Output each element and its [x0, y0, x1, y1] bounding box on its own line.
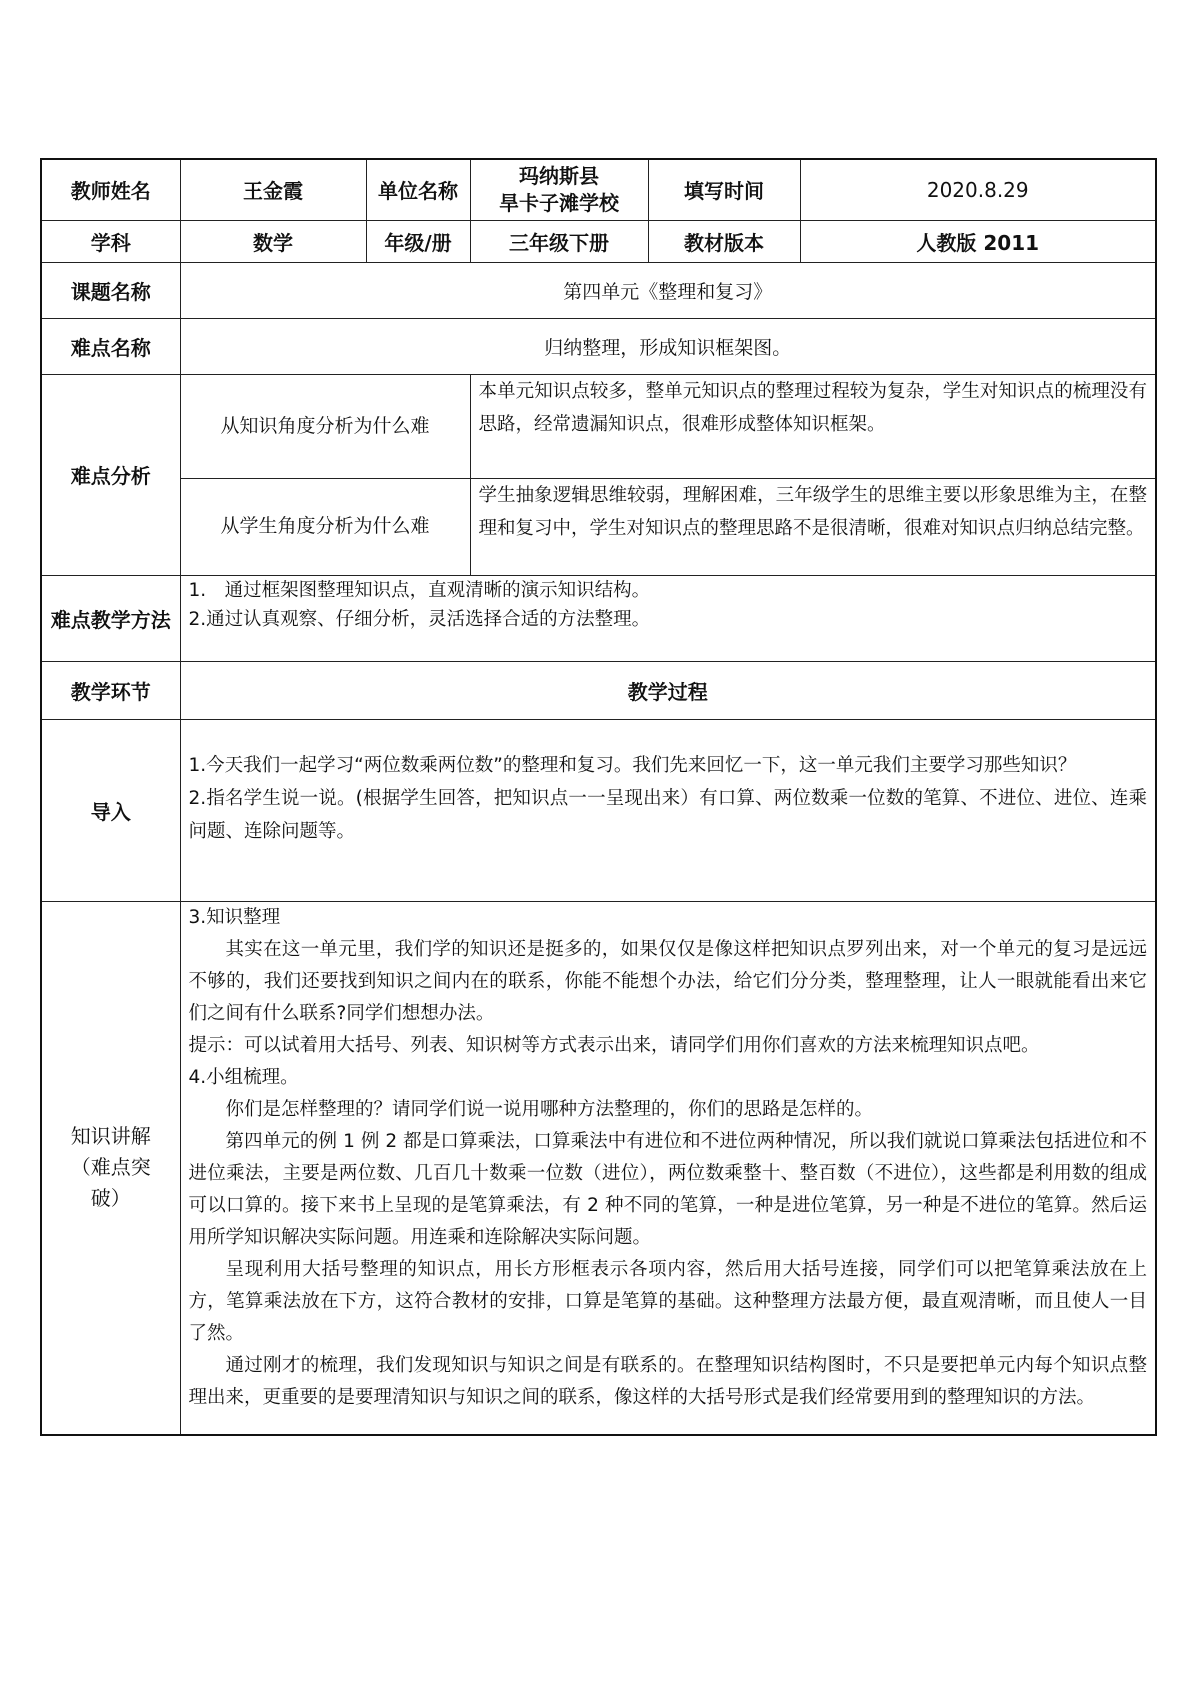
edition-value: 人教版 2011: [800, 220, 1156, 262]
method-row: [41, 575, 1156, 661]
edition-label: 教材版本: [648, 220, 800, 262]
difficulty-row: [41, 318, 1156, 374]
teacher-label: 教师姓名: [41, 159, 180, 220]
knowledge-paragraph-2: 其实在这一单元里，我们学的知识还是挺多的，如果仅仅是像这样把知识点罗列出来，对一个单元的复习是远远不够的，我们还要找到知识之间内在的联系，你能不能想个办法，给它们分分类，整理整理，让人一眼就能看出来它们之间有什么联系?同学们想想办法。: [188, 938, 1147, 1024]
unit-value-line2: 旱卡子滩学校: [499, 190, 619, 215]
grade-value: 三年级下册: [470, 220, 648, 262]
knowledge-label-line2: （难点突: [70, 1155, 151, 1180]
knowledge-text: [180, 901, 1156, 1435]
teacher-value: 王金霞: [180, 159, 366, 220]
analysis-row-knowledge: [41, 374, 1156, 478]
intro-paragraph-1: 1.今天我们一起学习“两位数乘两位数”的整理和复习。我们先来回忆一下，这一单元我们主要学习那些知识？: [188, 754, 1077, 776]
knowledge-paragraph-1: 3.知识整理: [188, 906, 281, 928]
difficulty-value: 归纳整理，形成知识框架图。: [180, 318, 1156, 374]
analysis-label: 难点分析: [41, 374, 180, 575]
method-label: 难点教学方法: [41, 575, 180, 661]
subject-value: 数学: [180, 220, 366, 262]
knowledge-paragraph-8: 通过刚才的梳理，我们发现知识与知识之间是有联系的。在整理知识结构图时，不只是要把单元内每个知识点整理出来，更重要的是要理清知识与知识之间的联系，像这样的大括号形式是我们经常要用到的整理知识的方法。: [188, 1354, 1147, 1408]
intro-row: [41, 719, 1156, 901]
knowledge-paragraph-5: 你们是怎样整理的？请同学们说一说用哪种方法整理的，你们的思路是怎样的。: [225, 1098, 874, 1120]
method-line-1: 1. 通过框架图整理知识点，直观清晰的演示知识结构。: [188, 579, 651, 601]
subject-label: 学科: [41, 220, 180, 262]
unit-label: 单位名称: [366, 159, 470, 220]
date-label: 填写时间: [648, 159, 800, 220]
knowledge-row: [41, 901, 1156, 1435]
unit-value: [470, 159, 648, 220]
topic-row: [41, 262, 1156, 318]
grade-label: 年级/册: [366, 220, 470, 262]
knowledge-paragraph-7: 呈现利用大括号整理的知识点，用长方形框表示各项内容，然后用大括号连接，同学们可以把笔算乘法放在上方，笔算乘法放在下方，这符合教材的安排，口算是笔算的基础。这种整理方法最方便，最直观清晰，而且使人一目了然。: [188, 1258, 1147, 1344]
method-line-2: 2.通过认真观察、仔细分析，灵活选择合适的方法整理。: [188, 608, 651, 630]
intro-label: 导入: [41, 719, 180, 901]
method-text: [180, 575, 1156, 661]
process-header-row: [41, 661, 1156, 719]
difficulty-label: 难点名称: [41, 318, 180, 374]
lesson-plan-table: [40, 158, 1157, 1436]
header-row-1: [41, 159, 1156, 220]
knowledge-paragraph-3: 提示：可以试着用大括号、列表、知识树等方式表示出来，请同学们用你们喜欢的方法来梳理知识点吧。: [188, 1034, 1040, 1056]
topic-label: 课题名称: [41, 262, 180, 318]
analysis-knowledge-text: 本单元知识点较多，整单元知识点的整理过程较为复杂，学生对知识点的梳理没有思路，经常遗漏知识点，很难形成整体知识框架。: [470, 374, 1156, 478]
date-value: 2020.8.29: [800, 159, 1156, 220]
analysis-row-student: [41, 478, 1156, 575]
analysis-student-text: 学生抽象逻辑思维较弱，理解困难，三年级学生的思维主要以形象思维为主，在整理和复习中，学生对知识点的整理思路不是很清晰，很难对知识点归纳总结完整。: [470, 478, 1156, 575]
process-header-label: 教学环节: [41, 661, 180, 719]
knowledge-label: [41, 901, 180, 1435]
analysis-student-label: 从学生角度分析为什么难: [180, 478, 470, 575]
analysis-knowledge-label: 从知识角度分析为什么难: [180, 374, 470, 478]
knowledge-label-line3: 破）: [90, 1186, 131, 1211]
header-row-2: [41, 220, 1156, 262]
knowledge-label-line1: 知识讲解: [70, 1124, 151, 1149]
intro-text: [180, 719, 1156, 901]
knowledge-paragraph-4: 4.小组梳理。: [188, 1066, 299, 1088]
knowledge-paragraph-6: 第四单元的例 1 例 2 都是口算乘法，口算乘法中有进位和不进位两种情况，所以我们就说口算乘法包括进位和不进位乘法，主要是两位数、几百几十数乘一位数（进位），两位数乘整十、整百数（不进位），这些都是利用数的组成可以口算的。接下来书上呈现的是笔算乘法，有 2 种不同的笔算，一种是进位笔算，另一种是不进位的笔算。然后运用所学知识解决实际问题。用连乘和连除解决实际问题。: [188, 1130, 1147, 1248]
process-header-value: 教学过程: [180, 661, 1156, 719]
topic-value: 第四单元《整理和复习》: [180, 262, 1156, 318]
intro-paragraph-2: 2.指名学生说一说。(根据学生回答，把知识点一一呈现出来）有口算、两位数乘一位数的笔算、不进位、进位、连乘问题、连除问题等。: [188, 787, 1147, 842]
unit-value-line1: 玛纳斯县: [519, 163, 599, 188]
